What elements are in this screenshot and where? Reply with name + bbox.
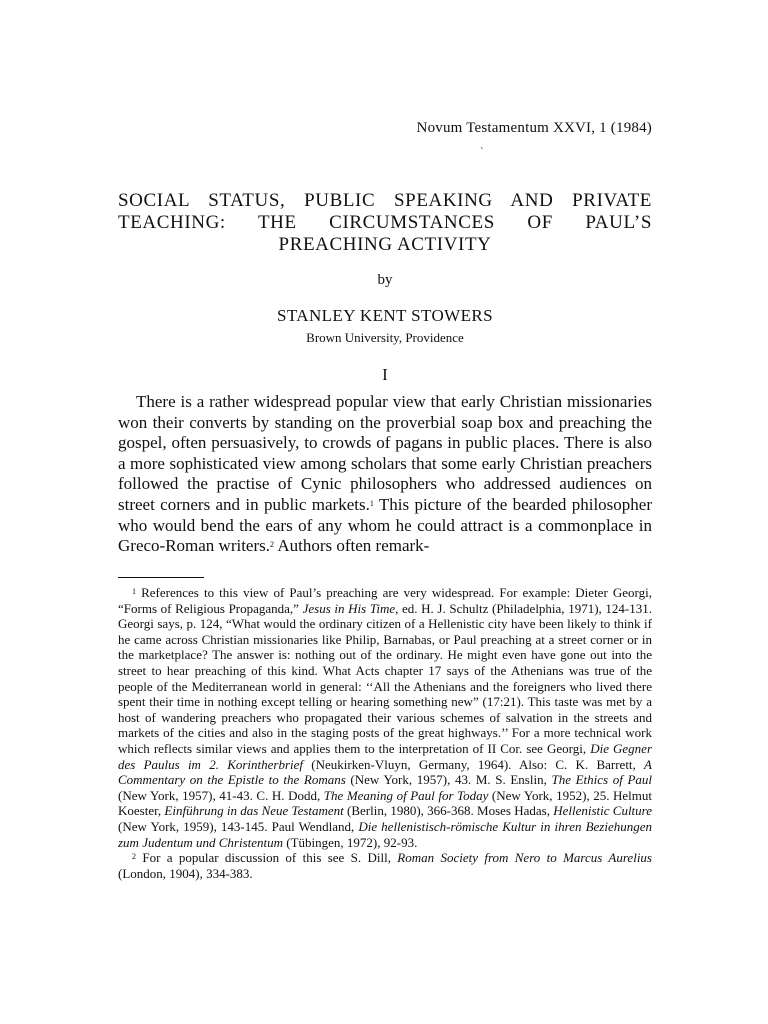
footnote-2-mark: 2 — [132, 852, 136, 862]
footnote-2-title: Roman Society from Nero to Marcus Aurelius — [397, 850, 652, 866]
footnote-divider — [118, 577, 204, 578]
footnote-1-title: Jesus in His Time — [302, 600, 396, 616]
stray-mark: ˋ — [480, 146, 484, 158]
body-text-2: This picture of the bearded philosopher who would bend the ears of any whom he could attract is a commonplace in Greco-Roman writers. — [118, 494, 652, 556]
footnotes — [118, 585, 652, 881]
footnote-1-title: Einführung in das Neue Testament — [164, 803, 344, 819]
footnote-1-text: (New York, 1957), 41-43. C. H. Dodd, — [118, 787, 324, 803]
footnote-1-title: Die hellenistisch-römische Kultur in ihren Beziehungen zum Judentum und Christentum — [118, 818, 652, 850]
title-line-1: SOCIAL STATUS, PUBLIC SPEAKING AND PRIVATE — [118, 190, 652, 211]
body-text-3: Authors often remark- — [274, 536, 430, 556]
footnote-1-text: (Neukirken-Vluyn, Germany, 1964). Also: C. K. Barrett, — [303, 756, 645, 772]
section-number: I — [382, 365, 388, 384]
title-line-3: PREACHING ACTIVITY — [278, 234, 492, 255]
author-affiliation: Brown University, Providence — [306, 330, 464, 345]
footnote-1-title: The Meaning of Paul for Today — [323, 787, 489, 803]
footnote-1-mark: 1 — [132, 587, 136, 596]
footnote-1-title: The Ethics of Paul — [551, 772, 653, 788]
footnote-1-text: (New York, 1957), 43. M. S. Enslin, — [345, 772, 552, 788]
footnote-1-title: Die Gegner des Paulus im 2. Korintherbrief — [118, 740, 653, 772]
footnote-2 — [118, 850, 652, 881]
footnote-2-text: (London, 1904), 334-383. — [118, 865, 253, 881]
footnote-2-text: For a popular discussion of this see S. Dill, — [136, 850, 398, 866]
footnote-ref-1[interactable]: 1 — [369, 498, 374, 508]
journal-citation: Novum Testamentum XXVI, 1 (1984) — [416, 120, 652, 136]
footnote-1-text: (New York, 1952), 25. Helmut Koester, — [118, 787, 653, 819]
footnote-1-text: (New York, 1959), 143-145. Paul Wendland, — [118, 818, 359, 834]
footnote-1-title: A Commentary on the Epistle to the Romans — [118, 756, 652, 788]
footnote-1-text: (Tübingen, 1972), 92-93. — [283, 834, 418, 850]
byline-by: by — [377, 272, 393, 288]
footnote-1-text: , ed. H. J. Schultz (Philadelphia, 1971), 124-131. Georgi says, p. 124, “What would the ordinary citizen of a Hellenistic city have been likely to think if he came across Christian missionaries like Philip, Barnabas, or Paul preaching at a street corner or in the marketplace? The answer is: nothing out of the ordinary. He might even have gone out into the street to hear preaching of this kind. What Acts chapter 17 says of the Athenians was true of the people of the Mediterranean world in general: ‘‘All the Athenians and the foreigners who lived there spent their time in nothing except telling or hearing something new” (17:21). This taste was met by a host of wandering preachers who propagated their various schemes of salvation in the streets and markets of the cities and also in the staging posts of the great highways.’’ For a more technical work which reflects similar views and applies them to the interpretation of II Cor. see Georgi, — [118, 600, 652, 756]
author-name: STANLEY KENT STOWERS — [277, 306, 493, 325]
footnote-1 — [118, 585, 652, 850]
body-paragraph — [118, 392, 652, 557]
body-text-1: There is a rather widespread popular view that early Christian missionaries won their converts by standing on the proverbial soap box and preaching the gospel, often persuasively, to crowds of pagans in public places. There is also a more sophisticated view among scholars that some early Christian preachers followed the practise of Cynic philosophers who addressed audiences on street corners and in public markets. — [118, 392, 652, 514]
article-title — [118, 190, 652, 256]
footnote-1-title: Hellenistic Culture — [553, 803, 653, 819]
footnote-1-text: References to this view of Paul’s preaching are very widespread. For example: Dieter Georgi, “Forms of Religious Propaganda,” — [118, 585, 652, 616]
footnote-ref-2[interactable]: 2 — [270, 540, 275, 550]
footnote-1-text: (Berlin, 1980), 366-368. Moses Hadas, — [343, 803, 554, 819]
title-line-2: TEACHING: THE CIRCUMSTANCES OF PAUL’S — [118, 212, 652, 233]
